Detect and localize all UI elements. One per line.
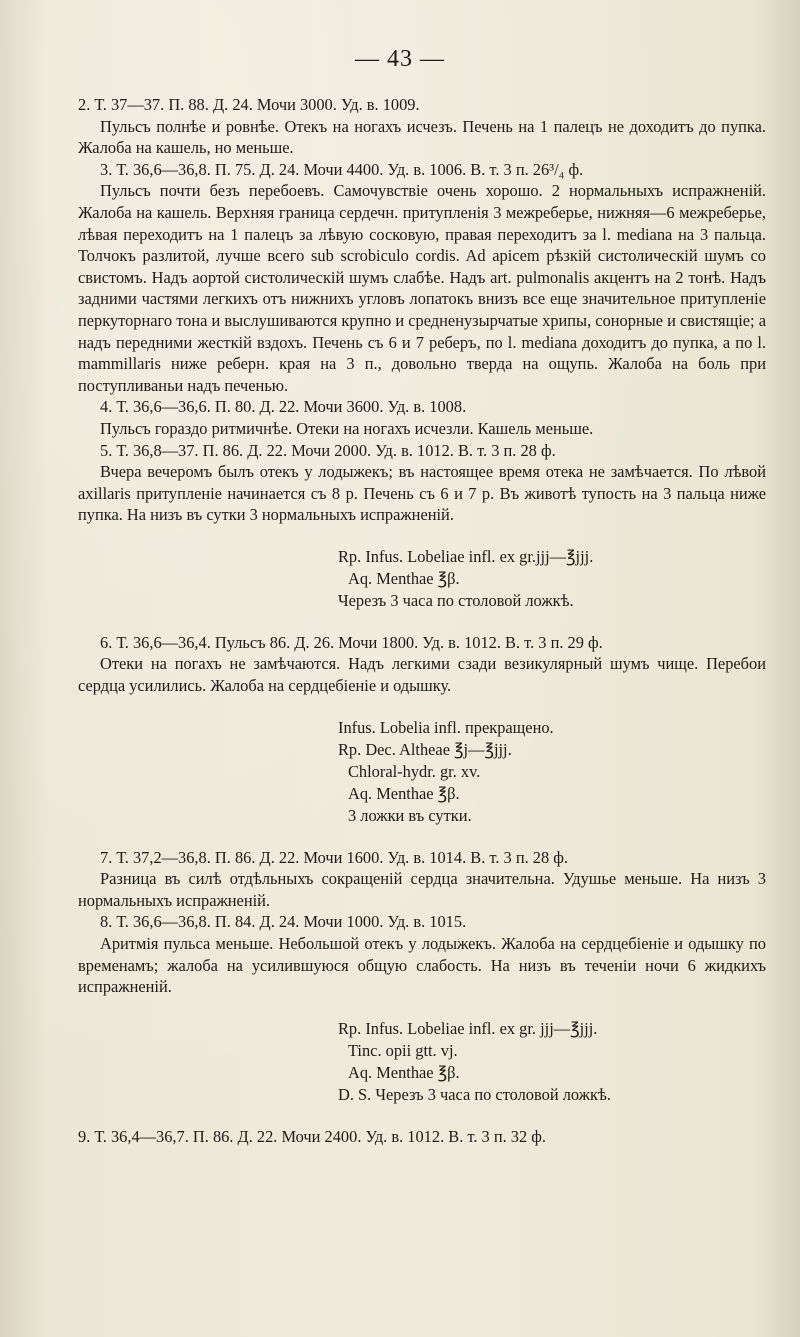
prescription-1-line-2: Aq. Menthae ℥β. xyxy=(348,568,460,588)
prescription-3-line-4: D. S. Черезъ 3 часа по столовой ложкѣ. xyxy=(338,1084,611,1104)
prescription-2 xyxy=(78,717,766,827)
entry-4-header: 4. Т. 36,6—36,6. П. 80. Д. 22. Мочи 3600. Уд. в. 1008. xyxy=(100,397,467,417)
entry-6-header: 6. Т. 36,6—36,4. Пульсъ 86. Д. 26. Мочи 1800. Уд. в. 1012. В. т. 3 п. 29 ф. xyxy=(100,632,603,652)
prescription-3-line-2: Tinc. opіi gtt. vj. xyxy=(348,1040,458,1060)
prescription-3 xyxy=(78,1018,766,1106)
entry-8-text: Аритмія пульса меньше. Небольшой отекъ у лодыжекъ. Жалоба на сердцебіеніе и одышку по временамъ; жалоба на усилившуюся общую слабость. На низъ въ теченіи ночи 6 жидкихъ испражненій. xyxy=(78,934,766,997)
prescription-2-line-5: 3 ложки въ сутки. xyxy=(348,805,472,825)
page-body xyxy=(78,94,766,1147)
prescription-3-line-3: Aq. Menthae ℥β. xyxy=(348,1062,460,1082)
prescription-2-line-4: Aq. Menthae ℥β. xyxy=(348,783,460,803)
prescription-2-line-3: Chloral-hydr. gr. xv. xyxy=(348,761,481,781)
entry-4-text: Пульсъ гораздо ритмичнѣе. Отеки на ногахъ исчезли. Кашель меньше. xyxy=(100,418,594,438)
entry-2-text: Пульсъ полнѣе и ровнѣе. Отекъ на ногахъ исчезъ. Печень на 1 палецъ не доходитъ до пупка. Жалоба на кашель, но меньше. xyxy=(78,116,766,158)
prescription-1-line-3: Черезъ 3 часа по столовой ложкѣ. xyxy=(338,590,574,610)
prescription-2-line-2: Rp. Dec. Althеae ℥j—℥jjj. xyxy=(338,739,512,759)
prescription-3-line-1: Rp. Infus. Lobelіae іnfl. ex gr. jjj—℥jjj. xyxy=(338,1018,598,1038)
entry-9-header: 9. Т. 36,4—36,7. П. 86. Д. 22. Мочи 2400. Уд. в. 1012. В. т. 3 п. 32 ф. xyxy=(78,1126,546,1146)
entry-8-header: 8. Т. 36,6—36,8. П. 84. Д. 24. Мочи 1000. Уд. в. 1015. xyxy=(100,912,467,932)
prescription-1 xyxy=(78,546,766,612)
entry-7-header: 7. Т. 37,2—36,8. П. 86. Д. 22. Мочи 1600. Уд. в. 1014. В. т. 3 п. 28 ф. xyxy=(100,847,568,867)
prescription-2-line-1: Infus. Lobelіa іnfl. прекращено. xyxy=(338,717,554,737)
entry-3-text: Пульсъ почти безъ перебоевъ. Самочувствіе очень хорошо. 2 нормальныхъ испражненій. Жалоба на кашель. Верхняя граница сердечн. притупленія 3 межреберье, нижняя—6 межреберье, лѣвая переходитъ на 1 палецъ за лѣвую сосковую, правая переходитъ за l. medіana на 3 пальца. Толчокъ разлитой, лучше всего sub scrobіculo cordіs. Ad apіcem рѣзкій систолическій шумъ со свистомъ. Надъ аортой систолическій шумъ слабѣе. Надъ art. pulmonalіs акцентъ на 2 тонѣ. Надъ задними частями легкихъ отъ нижнихъ угловъ лопатокъ внизъ все еще значительное притупленіе перкуторнаго тона и выслушиваются крупно и средненузырчатые хрипы, сонорные и свистящіе; а надъ передними жесткій вздохъ. Печень съ 6 и 7 реберъ, по l. medіana доходитъ до пупка, а по l. mammіllarіs ниже реберн. края на 3 п., довольно тверда на ощупь. Жалоба на боль при поступливаньи надъ печенью. xyxy=(78,181,766,395)
entry-6-text: Отеки на погахъ не замѣчаются. Надъ легкими сзади везикулярный шумъ чище. Перебои сердца усилились. Жалоба на сердцебіеніе и одышку. xyxy=(78,654,766,696)
entry-2-header: 2. Т. 37—37. П. 88. Д. 24. Мочи 3000. Уд. в. 1009. xyxy=(78,95,420,114)
page-number: — 43 — xyxy=(355,46,445,72)
prescription-1-line-1: Rp. Infus. Lobelіae іnfl. ex gr.jjj—℥jjj. xyxy=(338,546,594,566)
entry-5-header: 5. Т. 36,8—37. П. 86. Д. 22. Мочи 2000. Уд. в. 1012. В. т. 3 п. 28 ф. xyxy=(100,440,556,460)
entry-7-text: Разница въ силѣ отдѣльныхъ сокращеній сердца значительна. Удушье меньше. На низъ 3 нормальныхъ испражненій. xyxy=(78,869,766,910)
entry-3-header: 3. Т. 36,6—36,8. П. 75. Д. 24. Мочи 4400. Уд. в. 1006. В. т. 3 п. 26³/₄ ф. xyxy=(100,159,584,179)
entry-5-text: Вчера вечеромъ былъ отекъ у лодыжекъ; въ настоящее время отека не замѣчается. По лѣвой axіllarіs притупленіе начинается съ 8 р. Печень съ 6 и 7 р. Въ животѣ тупость на 3 пальца ниже пупка. На низъ въ сутки 3 нормальныхъ испражненій. xyxy=(78,462,766,525)
